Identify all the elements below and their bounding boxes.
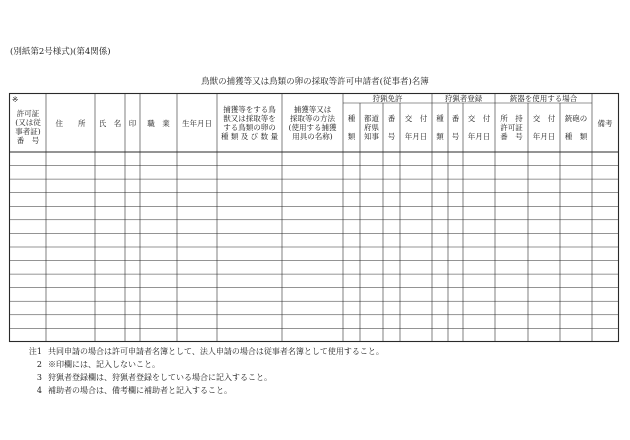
header-species-quantity: 捕獲等をする鳥 獣又は採取等を する鳥類の卵の 種 類 及 び 数 量 [221, 105, 278, 141]
note-text: 共同申請の場合は許可申請者名簿として、法人申請の場合は従事者名簿として使用すること。 [48, 347, 384, 356]
note-item [22, 371, 384, 384]
header-gun-issue-date: 交 付 年月日 [532, 114, 556, 141]
note-text: 狩猟者登録欄は、狩猟者登録をしている場合に記入すること。 [48, 373, 272, 382]
header-hunter-registration-number: 番 号 [451, 114, 460, 141]
note-item [22, 384, 384, 397]
header-permit-mark: ※ [12, 95, 19, 104]
notes-section [22, 345, 384, 397]
header-address: 住 所 [55, 118, 86, 128]
header-gun-type: 銃砲の 種 類 [564, 114, 588, 141]
header-occupation: 職 業 [147, 118, 170, 128]
header-hunting-license-number: 番 号 [387, 114, 396, 141]
header-gun-permit-number: 所 持 許可証 番 号 [500, 114, 523, 141]
header-seal: 印 [128, 118, 137, 128]
note-prefix: 注 [28, 347, 37, 356]
note-number: 1 [36, 347, 42, 356]
note-text: ※印欄には、記入しないこと。 [48, 360, 160, 369]
header-gun-use: 銃器を使用する場合 [509, 94, 578, 103]
header-permit-number: 許可証 (又は従 事者証) 番 号 [15, 109, 41, 145]
header-hunting-license-issue-date: 交 付 年月日 [404, 114, 428, 141]
header-birth-date: 生年月日 [182, 118, 212, 128]
note-number: 3 [36, 373, 42, 382]
note-text: 補助者の場合は、備考欄に補助者と記入すること。 [48, 386, 232, 395]
header-remarks: 備考 [597, 118, 613, 128]
header-hunter-registration-issue-date: 交 付 年月日 [467, 114, 491, 141]
header-hunting-license-prefecture: 都道 府県 知事 [364, 114, 379, 141]
note-item [22, 345, 384, 358]
note-item [22, 358, 384, 371]
form-title: 鳥獣の捕獲等又は鳥類の卵の採取等許可申請者(従事者)名簿 [201, 77, 429, 87]
header-hunter-registration: 狩猟者登録 [444, 94, 483, 103]
note-number: 4 [36, 386, 42, 395]
header-capture-method: 捕獲等又は 採取等の方法 (使用する捕獲 用具の名称) [288, 105, 337, 141]
header-name: 氏 名 [98, 118, 122, 128]
note-number: 2 [36, 360, 42, 369]
form-number-label: (別紙第2号様式)(第4関係) [10, 47, 111, 57]
header-hunter-registration-type: 種 類 [436, 114, 444, 141]
header-hunting-license-type: 種 類 [347, 114, 356, 141]
header-hunting-license: 狩猟免許 [372, 94, 403, 103]
